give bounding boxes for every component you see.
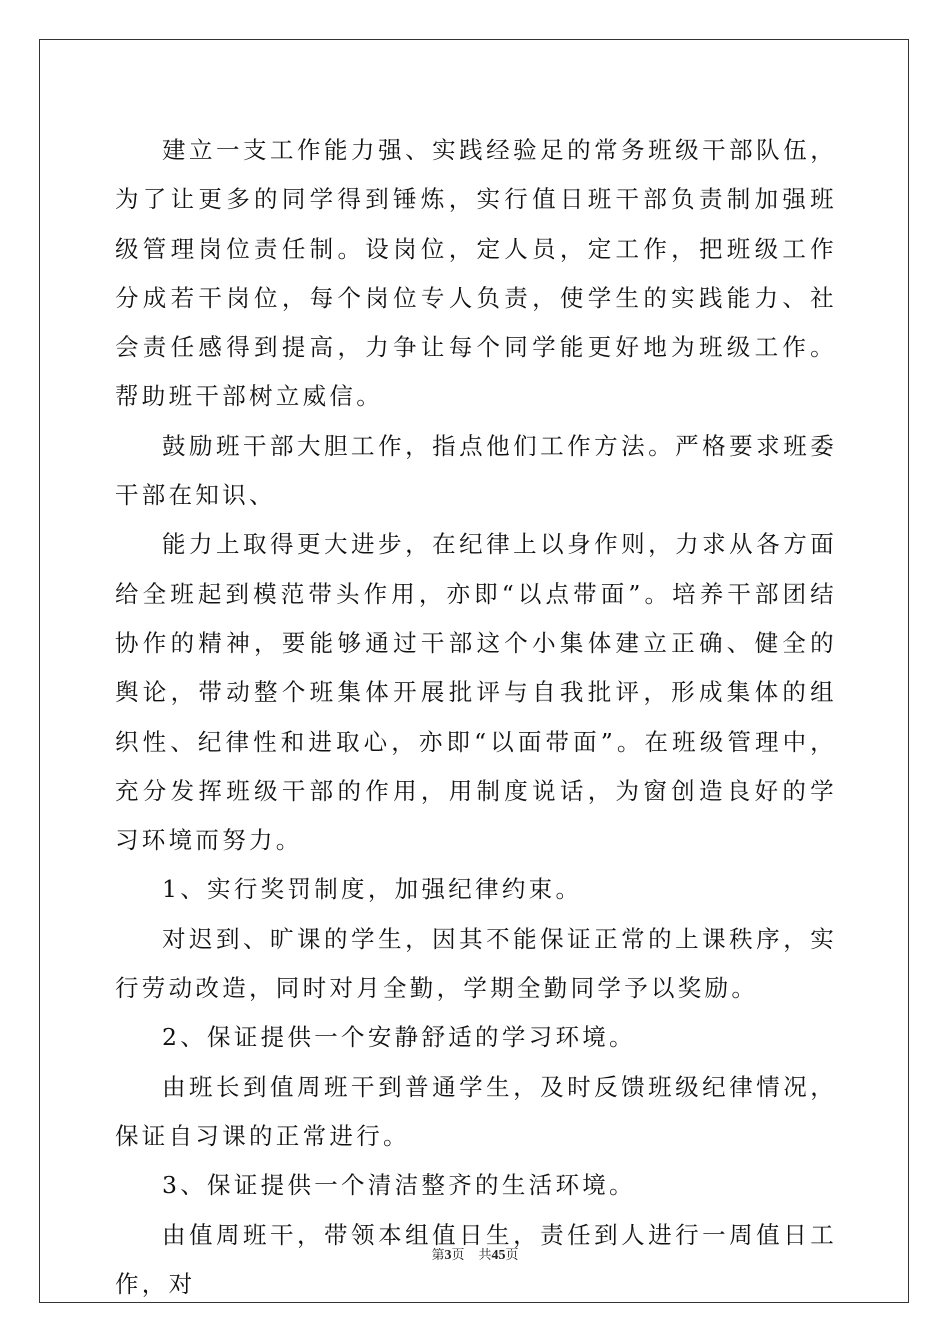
document-body: [115, 126, 837, 1309]
page-prefix: 第: [431, 1248, 445, 1263]
page-suffix: 页: [451, 1248, 465, 1263]
list-item: 1、实行奖罚制度，加强纪律约束。: [162, 875, 583, 904]
total-suffix: 页: [505, 1248, 519, 1263]
page-number: 3: [444, 1248, 452, 1263]
list-item: 2、保证提供一个安静舒适的学习环境。: [162, 1023, 636, 1052]
total-prefix: 共: [478, 1248, 492, 1263]
paragraph: 由值周班干，带领本组值日生，责任到人进行一周值日工作，对: [115, 1220, 837, 1298]
paragraph: 建立一支工作能力强、实践经验足的常务班级干部队伍，为了让更多的同学得到锤炼，实行值日班干部负责制加强班级管理岗位责任制。设岗位，定人员，定工作，把班级工作分成若干岗位，每个岗位专人负责，使学生的实践能力、社会责任感得到提高，力争让每个同学能更好地为班级工作。帮助班干部树立威信。: [115, 136, 837, 411]
page-footer: [0, 1244, 950, 1264]
paragraph: 由班长到值周班干到普通学生，及时反馈班级纪律情况，保证自习课的正常进行。: [115, 1072, 837, 1150]
total-pages: 45: [491, 1248, 506, 1263]
paragraph: 对迟到、旷课的学生，因其不能保证正常的上课秩序，实行劳动改造，同时对月全勤，学期全勤同学予以奖励。: [115, 924, 837, 1003]
paragraph: 能力上取得更大进步，在纪律上以身作则，力求从各方面给全班起到模范带头作用，亦即“以点带面”。培养干部团结协作的精神，要能够通过干部这个小集体建立正确、健全的舆论，带动整个班集体开展批评与自我批评，形成集体的组织性、纪律性和进取心，亦即“以面带面”。在班级管理中，充分发挥班级干部的作用，用制度说话，为窗创造良好的学习环境而努力。: [115, 530, 837, 855]
paragraph: 鼓励班干部大胆工作，指点他们工作方法。严格要求班委干部在知识、: [115, 431, 837, 510]
list-item: 3、保证提供一个清洁整齐的生活环境。: [162, 1171, 636, 1200]
